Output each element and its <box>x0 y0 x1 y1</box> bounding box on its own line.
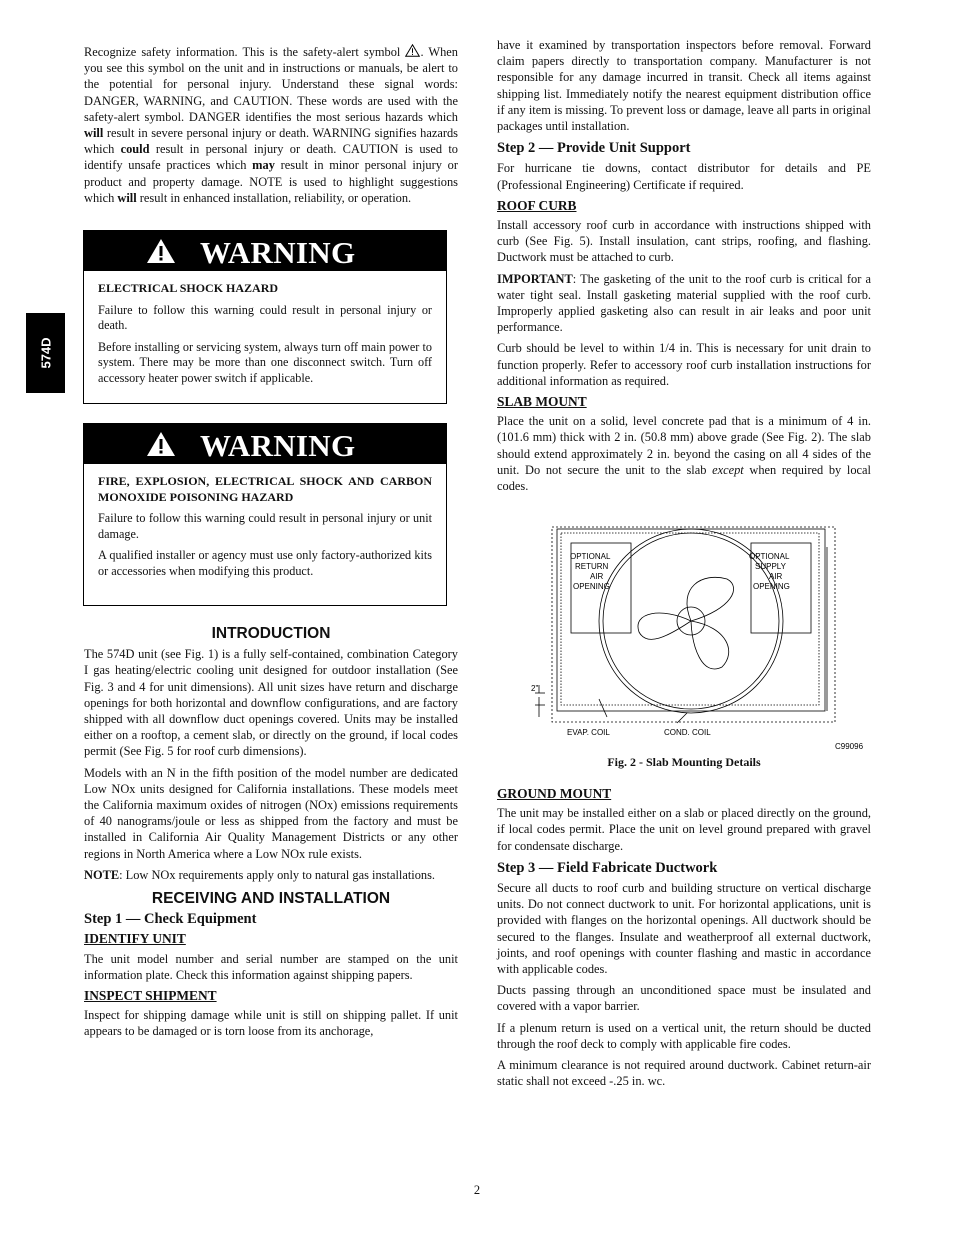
side-tab <box>26 313 65 393</box>
ground-mount-text: The unit may be installed either on a slab or placed directly on the ground, if local codes permit. Place the unit on level ground prepared with gravel for condensate discharge. <box>497 806 871 853</box>
important-text: IMPORTANT: The gasketing of the unit to the roof curb is critical for a water tight seal. Install gasketing material supplied with the roof curb. Improperly applied gasketing also can result in air leaks and poor unit performance. <box>497 271 871 335</box>
figure-caption: Fig. 2 - Slab Mounting Details <box>607 755 761 769</box>
left-column-lower <box>84 616 458 1045</box>
roof-curb-text: Install accessory roof curb in accordance with instructions shipped with curb (See Fig. 5). Install insulation, cant strips, roofing, and flashing. Ductwork must be attached to curb. <box>497 218 871 265</box>
safety-alert-icon <box>405 44 420 57</box>
return-label-line: AIR <box>590 572 604 581</box>
fan-blade <box>687 577 734 621</box>
warning-text: Failure to follow this warning could result in personal injury or unit damage. <box>98 511 432 541</box>
cond-coil-label: COND. COIL <box>664 728 711 737</box>
receiving-heading: RECEIVING AND INSTALLATION <box>151 890 391 908</box>
warning-text: A qualified installer or agency must use only factory-authorized kits or accessories when modifying this product. <box>98 548 432 578</box>
supply-label-line: OPENING <box>753 582 790 591</box>
warning-header <box>84 424 446 464</box>
roof-curb-heading: ROOF CURB <box>497 197 577 213</box>
step2-text: For hurricane tie downs, contact distributor for details and PE (Professional Engineering) Certificate if required. <box>497 161 871 192</box>
return-label-line: OPTIONAL <box>570 552 611 561</box>
warning-hazard: ELECTRICAL SHOCK HAZARD <box>98 281 279 295</box>
step3-heading: Step 3 — Field Fabricate Ductwork <box>497 859 718 876</box>
fan-blade <box>638 613 691 639</box>
inspect-shipment-text: Inspect for shipping damage while unit is still on shipping pallet. If unit appears to be damaged or is torn loose from its anchorage, <box>84 1008 458 1039</box>
right-column-lower <box>497 782 871 1094</box>
fan-blade <box>691 621 729 669</box>
identify-unit-text: The unit model number and serial number are stamped on the unit information plate. Check this information against shipping papers. <box>84 951 458 982</box>
roof-curb-level-text: Curb should be level to within 1/4 in. This is necessary for unit drain to function properly. Refer to accessory roof curb installation instructions for additional information as required. <box>497 341 871 388</box>
return-label-line: OPENING <box>573 582 610 591</box>
slab-mount-text: Place the unit on a solid, level concrete pad that is a minimum of 4 in. (101.6 mm) thick with 2 in. (50.8 mm) above grade (See Fig. 2). The slab should extend approximately 2 in. beyond the casing on all 4 sides of the unit. Do not secure the unit to the slab except when required by local codes. <box>497 414 871 494</box>
warning-triangle-icon <box>146 431 176 457</box>
slab-mount-heading: SLAB MOUNT <box>497 394 587 410</box>
warning-hazard: FIRE, EXPLOSION, ELECTRICAL SHOCK AND CARBON MONOXIDE POISONING HAZARD <box>98 474 432 504</box>
warning-text: Before installing or servicing system, always turn off main power to system. There may be more than one disconnect switch. Turn off accessory heater power switch if applicable. <box>98 339 432 385</box>
step3-paragraph: A minimum clearance is not required around ductwork. Cabinet return-air static shall not exceed -.25 in. wc. <box>497 1058 871 1089</box>
warning-box-fire <box>83 423 447 606</box>
step2-heading: Step 2 — Provide Unit Support <box>497 140 691 157</box>
safety-paragraph: Recognize safety information. This is the safety-alert symbol . When you see this symbol on the unit and in instructions or manuals, be alert to the potential for personal injury. Understand these signal words: DANGER, WARNING, and CAUTION. These words are used with the safety-alert symbol. DANGER identifies the most serious hazards which will result in severe personal injury or death. WARNING signifies hazards which could result in personal injury or death. CAUTION is used to identify unsafe practices which may result in minor personal injury or product and property damage. NOTE is used to highlight suggestions which will result in enhanced installation, reliability, or operation. <box>84 45 459 205</box>
slab-mounting-diagram <box>527 517 872 775</box>
supply-label-line: SUPPLY <box>755 562 786 571</box>
intro-paragraph: The 574D unit (see Fig. 1) is a fully self-contained, combination Category I gas heating/electric cooling unit designed for outdoor installation (See Fig. 3 and 4 for unit dimensions). All unit sizes have return and discharge openings for both horizontal and downflow configurations, and are factory shipped with all downflow duct openings covered. Units may be installed either on a rooftop, a cement slab, or directly on the ground, if local codes permit (See Fig. 5 for roof curb dimensions). <box>84 647 458 759</box>
step3-paragraph: If a plenum return is used on a vertical unit, the return should be ducted through the roof deck to comply with applicable fire codes. <box>497 1020 871 1051</box>
inspect-shipment-heading: INSPECT SHIPMENT <box>84 988 217 1004</box>
clearance-label: 2" <box>531 684 539 693</box>
right-column <box>497 37 871 499</box>
step3-paragraph: Secure all ducts to roof curb and building structure on vertical discharge units. Do not connect ductwork to unit. For horizontal applications, unit is provided with flanges on the horizontal openings. All ductwork should be secured to the flanges. Insulate and weatherproof all external ductwork, joints, and roof openings with counter flashing and mastic in accordance with applicable codes. <box>497 881 871 977</box>
return-label-line: RETURN <box>575 562 609 571</box>
warning-box-electrical <box>83 230 447 404</box>
warning-header <box>84 231 446 271</box>
evap-coil-label: EVAP. COIL <box>567 728 610 737</box>
page-number: 2 <box>473 1183 481 1197</box>
intro-note: NOTE: Low NOx requirements apply only to natural gas installations. <box>84 867 436 882</box>
warning-triangle-icon <box>146 238 176 264</box>
inspect-shipment-continued: have it examined by transportation inspectors before removal. Forward claim papers directly to transportation company. Manufacturer is not responsible for any damage incurred in transit. Check all items against shipping list. Immediately notify the nearest equipment distribution office if any item is missing. To prevent loss or damage, leave all parts in original packages until installation. <box>497 38 871 134</box>
step1-heading: Step 1 — Check Equipment <box>84 911 257 928</box>
supply-label-line: OPTIONAL <box>749 552 790 561</box>
figure-code: C99096 <box>835 742 864 751</box>
introduction-heading: INTRODUCTION <box>211 625 331 642</box>
warning-text: Failure to follow this warning could result in personal injury or death. <box>98 302 432 333</box>
warning-title: WARNING <box>200 235 356 270</box>
warning-title: WARNING <box>200 428 356 463</box>
side-tab-label: 574D <box>38 337 53 369</box>
ground-mount-heading: GROUND MOUNT <box>497 786 612 801</box>
supply-label-line: AIR <box>769 572 783 581</box>
step3-paragraph: Ducts passing through an unconditioned space must be insulated and covered with a vapor barrier. <box>497 983 871 1014</box>
left-column <box>84 44 458 211</box>
intro-paragraph: Models with an N in the fifth position of the model number are dedicated Low NOx units designed for California installations. These models meet the California maximum oxides of nitrogen (NOx) emissions requirements of 40 nanograms/joule or less as shipped from the factory and must be installed in California Air Quality Management Districts or any other regions in North America where a Low NOx rule exists. <box>84 765 458 861</box>
identify-unit-heading: IDENTIFY UNIT <box>84 931 186 947</box>
